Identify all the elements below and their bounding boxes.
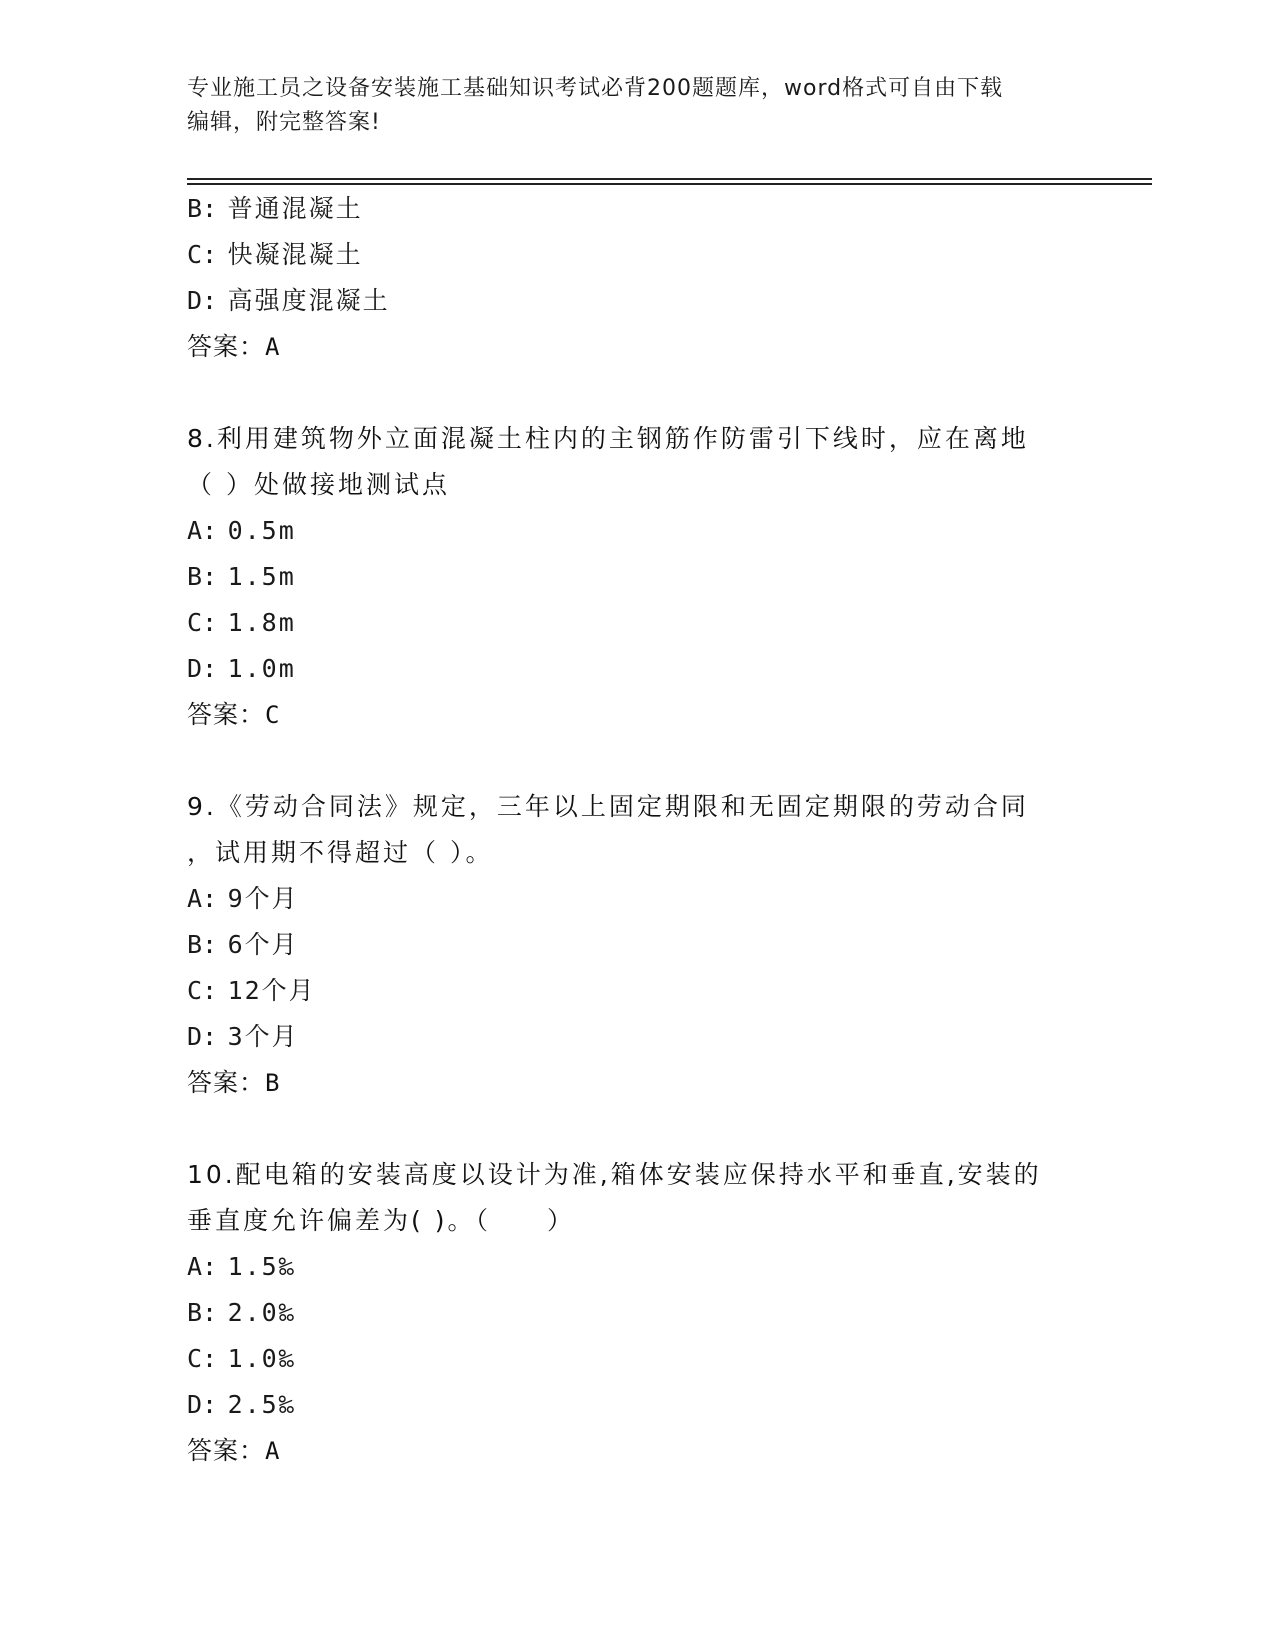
- option-letter: D:: [187, 654, 218, 683]
- option-text: 1.0m: [227, 654, 296, 683]
- answer-label: 答案：: [187, 700, 266, 729]
- answer-value: C: [265, 701, 281, 729]
- option-c: [187, 232, 1087, 278]
- option-letter: D:: [187, 1022, 218, 1051]
- option-a: [187, 508, 1087, 554]
- question-stem-line-2: （ ）处做接地测试点: [187, 470, 450, 499]
- answer-value: A: [265, 1437, 281, 1465]
- option-text: 3个月: [227, 1022, 299, 1051]
- option-a: [187, 1244, 1087, 1290]
- option-b: [187, 186, 1087, 232]
- option-text: 2.5‰: [227, 1390, 296, 1419]
- option-c: [187, 1336, 1087, 1382]
- option-letter: A:: [187, 516, 218, 545]
- question-list: [187, 186, 1087, 1474]
- option-text: 1.0‰: [227, 1344, 296, 1373]
- option-letter: A:: [187, 884, 218, 913]
- option-letter: A:: [187, 1252, 218, 1281]
- question-stem-line-2: 垂直度允许偏差为( )。（ ）: [187, 1206, 575, 1235]
- option-d: [187, 646, 1087, 692]
- answer-line: [187, 692, 1087, 738]
- answer-line: [187, 1428, 1087, 1474]
- question-stem: [187, 784, 1087, 876]
- option-letter: B:: [187, 562, 218, 591]
- question-stem-line-2: ，试用期不得超过（ ）。: [187, 838, 494, 867]
- option-letter: D:: [187, 286, 218, 315]
- answer-value: A: [265, 333, 281, 361]
- option-text: 快凝混凝土: [227, 240, 363, 269]
- answer-line: [187, 1060, 1087, 1106]
- header-divider-top: [187, 178, 1152, 180]
- option-text: 普通混凝土: [227, 194, 363, 223]
- option-text: 9个月: [227, 884, 299, 913]
- answer-value: B: [265, 1069, 281, 1097]
- option-b: [187, 554, 1087, 600]
- option-text: 高强度混凝土: [227, 286, 390, 315]
- question-7-continued: [187, 186, 1087, 370]
- option-d: [187, 278, 1087, 324]
- header-title-line-1: 专业施工员之设备安装施工基础知识考试必背200题题库，word格式可自由下载: [187, 76, 1004, 101]
- option-letter: C:: [187, 976, 218, 1005]
- option-letter: B:: [187, 194, 218, 223]
- answer-line: [187, 324, 1087, 370]
- option-b: [187, 1290, 1087, 1336]
- question-10: [187, 1152, 1087, 1474]
- header-title-line-2: 编辑，附完整答案!: [187, 110, 381, 135]
- option-d: [187, 1382, 1087, 1428]
- option-b: [187, 922, 1087, 968]
- question-stem-line-1: 8.利用建筑物外立面混凝土柱内的主钢筋作防雷引下线时，应在离地: [187, 424, 1029, 453]
- option-letter: C:: [187, 1344, 218, 1373]
- option-d: [187, 1014, 1087, 1060]
- question-9: [187, 784, 1087, 1106]
- question-stem-line-1: 9.《劳动合同法》规定，三年以上固定期限和无固定期限的劳动合同: [187, 792, 1029, 821]
- document-header: [187, 72, 1077, 140]
- option-c: [187, 600, 1087, 646]
- question-stem: [187, 1152, 1087, 1244]
- option-text: 1.8m: [227, 608, 296, 637]
- question-stem-line-1: 10.配电箱的安装高度以设计为准,箱体安装应保持水平和垂直,安装的: [187, 1160, 1042, 1189]
- option-text: 12个月: [227, 976, 316, 1005]
- option-c: [187, 968, 1087, 1014]
- option-text: 1.5‰: [227, 1252, 296, 1281]
- option-letter: D:: [187, 1390, 218, 1419]
- option-a: [187, 876, 1087, 922]
- option-text: 1.5m: [227, 562, 296, 591]
- option-text: 6个月: [227, 930, 299, 959]
- option-letter: C:: [187, 608, 218, 637]
- header-divider-bottom: [187, 183, 1152, 185]
- option-letter: C:: [187, 240, 218, 269]
- answer-label: 答案：: [187, 1068, 266, 1097]
- question-stem: [187, 416, 1087, 508]
- answer-label: 答案：: [187, 1436, 266, 1465]
- option-letter: B:: [187, 1298, 218, 1327]
- question-8: [187, 416, 1087, 738]
- option-text: 2.0‰: [227, 1298, 296, 1327]
- answer-label: 答案：: [187, 332, 266, 361]
- option-letter: B:: [187, 930, 218, 959]
- option-text: 0.5m: [227, 516, 296, 545]
